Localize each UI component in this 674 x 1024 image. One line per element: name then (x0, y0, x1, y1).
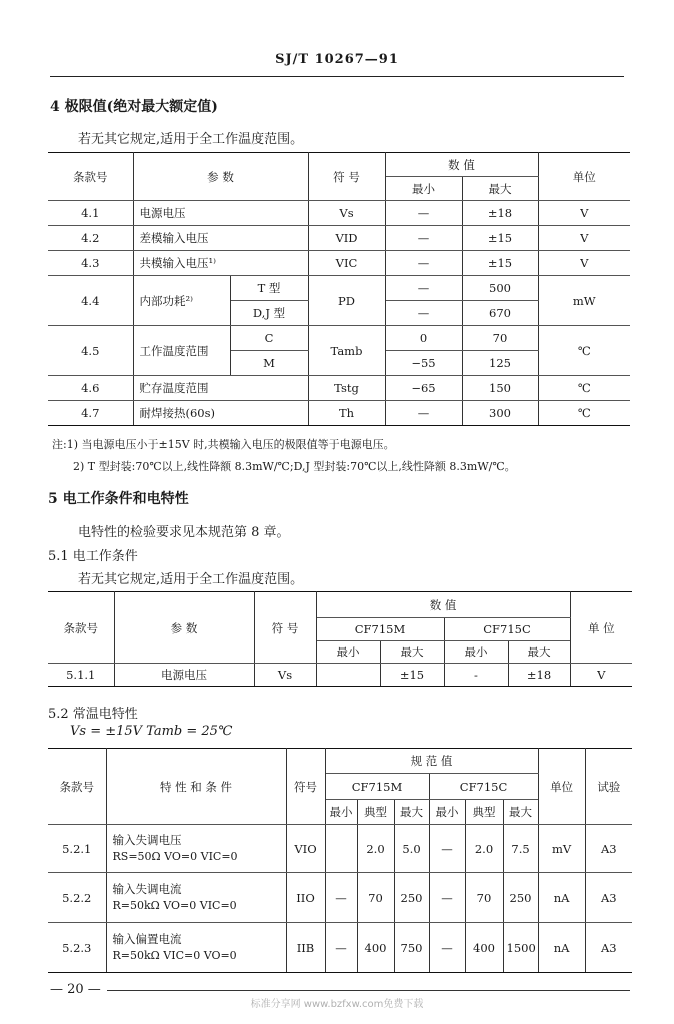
test-condition: RS=50Ω VO=0 VIC=0 (112, 850, 238, 863)
col-min: 最小 (444, 641, 508, 664)
table-row (48, 376, 630, 401)
m-typ: 70 (357, 873, 394, 923)
test-group: A3 (585, 825, 632, 873)
unit: nA (538, 873, 585, 923)
col-min: 最小 (385, 177, 462, 201)
unit: V (538, 226, 630, 251)
characteristic-name: 输入偏置电流 (112, 932, 182, 946)
col-param: 参 数 (133, 153, 308, 201)
m-max: 5.0 (394, 825, 429, 873)
test-group: A3 (585, 873, 632, 923)
max-value: 150 (462, 376, 538, 401)
col-unit: 单 位 (570, 592, 632, 664)
unit: nA (538, 923, 585, 973)
clause-no: 5.2.1 (48, 825, 106, 873)
table-row (48, 825, 632, 873)
col-max: 最大 (394, 800, 429, 825)
col-symbol: 符 号 (308, 153, 385, 201)
characteristic-name: 输入失调电流 (112, 882, 182, 896)
c-typ: 70 (465, 873, 503, 923)
c-typ: 2.0 (465, 825, 503, 873)
clause-no: 4.6 (48, 376, 133, 401)
max-value: 300 (462, 401, 538, 426)
standard-number: SJ/T 10267—91 (275, 52, 399, 67)
c-typ: 400 (465, 923, 503, 973)
min-value: 0 (385, 326, 462, 351)
symbol: IIO (286, 873, 325, 923)
max-value: 670 (462, 301, 538, 326)
m-max: 250 (394, 873, 429, 923)
section-5-intro: 电特性的检验要求见本规范第 8 章。 (78, 525, 290, 540)
characteristic-name: 输入失调电压 (112, 833, 182, 847)
col-typ: 典型 (357, 800, 394, 825)
col-max: 最大 (380, 641, 444, 664)
max-value: ±15 (462, 251, 538, 276)
col-clause: 条款号 (48, 153, 133, 201)
operating-conditions-table (48, 591, 632, 687)
col-cf715m: CF715M (316, 618, 444, 641)
col-max: 最大 (508, 641, 570, 664)
test-condition: R=50kΩ VO=0 VIC=0 (112, 899, 237, 912)
col-cf715c: CF715C (429, 774, 538, 800)
col-clause: 条款号 (48, 592, 114, 664)
symbol: VIO (286, 825, 325, 873)
section-5-title: 5 电工作条件和电特性 (48, 491, 189, 507)
param-name: 贮存温度范围 (133, 376, 308, 401)
clause-no: 5.2.3 (48, 923, 106, 973)
characteristic (106, 923, 286, 973)
m-max: ±15 (380, 664, 444, 687)
m-min: — (325, 873, 357, 923)
col-characteristic: 特 性 和 条 件 (106, 749, 286, 825)
test-group: A3 (585, 923, 632, 973)
col-unit: 单位 (538, 153, 630, 201)
param-name: 共模输入电压¹⁾ (133, 251, 308, 276)
param-name: 电源电压 (133, 201, 308, 226)
note-1: 注:1) 当电源电压小于±15V 时,共模输入电压的极限值等于电源电压。 (52, 438, 395, 451)
param-name: 内部功耗²⁾ (133, 276, 230, 326)
unit: mW (538, 276, 630, 326)
electrical-characteristics-table (48, 748, 632, 973)
watermark: 标准分享网 www.bzfxw.com免费下载 (250, 999, 424, 1010)
table-row (48, 276, 630, 301)
col-cf715m: CF715M (325, 774, 429, 800)
m-min (325, 825, 357, 873)
section-5-2-conditions: Vs = ±15V Tamb = 25℃ (70, 724, 233, 739)
min-value: — (385, 276, 462, 301)
col-symbol: 符号 (286, 749, 325, 825)
clause-no: 5.2.2 (48, 873, 106, 923)
clause-no: 4.5 (48, 326, 133, 376)
symbol: Tamb (308, 326, 385, 376)
col-max: 最大 (462, 177, 538, 201)
param-name: 工作温度范围 (133, 326, 230, 376)
param-name: 电源电压 (114, 664, 254, 687)
max-value: 500 (462, 276, 538, 301)
unit: V (570, 664, 632, 687)
table-row (48, 873, 632, 923)
col-param: 参 数 (114, 592, 254, 664)
section-5-1-title: 5.1 电工作条件 (48, 549, 138, 564)
c-min: — (429, 825, 465, 873)
unit: V (538, 201, 630, 226)
col-max: 最大 (503, 800, 538, 825)
col-value: 数 值 (385, 153, 538, 177)
min-value: — (385, 301, 462, 326)
m-typ: 2.0 (357, 825, 394, 873)
section-4-intro: 若无其它规定,适用于全工作温度范围。 (78, 132, 304, 147)
col-spec-value: 规 范 值 (325, 749, 538, 774)
note-2: 2) T 型封装:70℃以上,线性降额 8.3mW/℃;D,J 型封装:70℃以上,线性降额 8.3mW/℃。 (73, 460, 516, 473)
symbol: Vs (254, 664, 316, 687)
clause-no: 5.1.1 (48, 664, 114, 687)
m-max: 750 (394, 923, 429, 973)
col-clause: 条款号 (48, 749, 106, 825)
c-max: ±18 (508, 664, 570, 687)
unit: ℃ (538, 401, 630, 426)
clause-no: 4.2 (48, 226, 133, 251)
symbol: PD (308, 276, 385, 326)
unit: V (538, 251, 630, 276)
c-min: — (429, 923, 465, 973)
param-name: 耐焊接热(60s) (133, 401, 308, 426)
m-typ: 400 (357, 923, 394, 973)
c-min: - (444, 664, 508, 687)
unit: mV (538, 825, 585, 873)
table-row (48, 226, 630, 251)
clause-no: 4.1 (48, 201, 133, 226)
col-symbol: 符 号 (254, 592, 316, 664)
symbol: Th (308, 401, 385, 426)
min-value: — (385, 401, 462, 426)
characteristic (106, 873, 286, 923)
max-value: 125 (462, 351, 538, 376)
unit: ℃ (538, 326, 630, 376)
min-value: −55 (385, 351, 462, 376)
clause-no: 4.3 (48, 251, 133, 276)
sub-type: T 型 (230, 276, 308, 301)
col-test: 试验 (585, 749, 632, 825)
c-max: 7.5 (503, 825, 538, 873)
col-value: 数 值 (316, 592, 570, 618)
m-min: — (325, 923, 357, 973)
table-row (48, 923, 632, 973)
m-min (316, 664, 380, 687)
col-typ: 典型 (465, 800, 503, 825)
symbol: VID (308, 226, 385, 251)
max-value: ±15 (462, 226, 538, 251)
sub-type: M (230, 351, 308, 376)
clause-no: 4.7 (48, 401, 133, 426)
min-value: — (385, 201, 462, 226)
symbol: IIB (286, 923, 325, 973)
characteristic (106, 825, 286, 873)
c-max: 1500 (503, 923, 538, 973)
table-row (48, 326, 630, 351)
col-cf715c: CF715C (444, 618, 570, 641)
section-5-1-intro: 若无其它规定,适用于全工作温度范围。 (78, 572, 304, 587)
section-5-2-title: 5.2 常温电特性 (48, 707, 138, 722)
table-row (48, 251, 630, 276)
param-name: 差模输入电压 (133, 226, 308, 251)
table-row (48, 664, 632, 687)
col-min: 最小 (325, 800, 357, 825)
max-value: 70 (462, 326, 538, 351)
clause-no: 4.4 (48, 276, 133, 326)
sub-type: D,J 型 (230, 301, 308, 326)
footer-rule (50, 990, 630, 991)
col-min: 最小 (316, 641, 380, 664)
limits-table (48, 152, 630, 426)
test-condition: R=50kΩ VIC=0 VO=0 (112, 949, 237, 962)
col-min: 最小 (429, 800, 465, 825)
min-value: — (385, 226, 462, 251)
sub-type: C (230, 326, 308, 351)
page-number: — 20 — (50, 982, 107, 997)
col-unit: 单位 (538, 749, 585, 825)
symbol: Tstg (308, 376, 385, 401)
min-value: −65 (385, 376, 462, 401)
c-max: 250 (503, 873, 538, 923)
symbol: VIC (308, 251, 385, 276)
symbol: Vs (308, 201, 385, 226)
section-4-title: 4 极限值(绝对最大额定值) (50, 99, 218, 115)
header-rule (50, 76, 624, 77)
max-value: ±18 (462, 201, 538, 226)
c-min: — (429, 873, 465, 923)
min-value: — (385, 251, 462, 276)
table-row (48, 401, 630, 426)
unit: ℃ (538, 376, 630, 401)
table-row (48, 201, 630, 226)
